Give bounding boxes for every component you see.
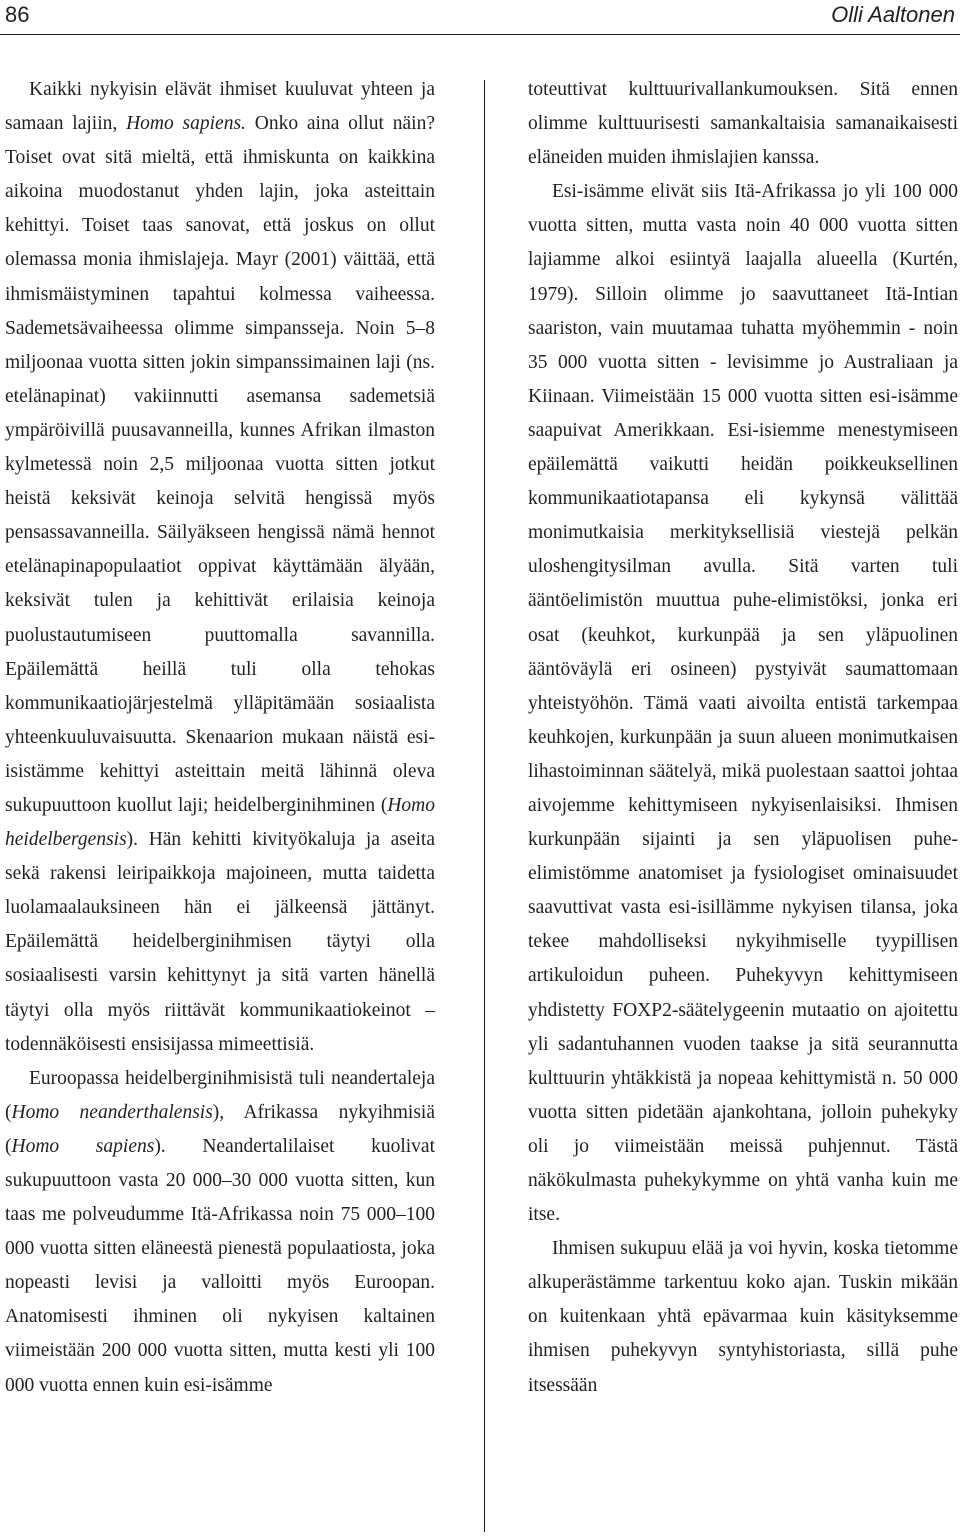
species-name: Homo sapiens.	[126, 113, 246, 135]
paragraph-text: ). Hän kehitti kivityökaluja ja aseita sekä rakensi leiripaikkoja majoineen, mutta taidetta luolamaalauksineen hän ei jälkeensä jättänyt. Epäilemättä heidelberginihmisen täytyi olla sosiaalisesti varsin kehittynyt ja sitä varten hänellä täytyi olla myös riittävät kommunikaatiokeinot – todennäköisesti ensisijassa mimeettisiä.	[5, 829, 435, 1055]
species-name: Homo sapiens	[11, 1135, 155, 1157]
paragraph	[5, 1062, 435, 1403]
paragraph-text: Euroopassa heidelberginihmisistä tuli neandertaleja (	[5, 1067, 435, 1123]
paragraph-text: Kaikki nykyisin elävät ihmiset kuuluvat yhteen ja samaan lajiin,	[5, 79, 435, 135]
page-number: 86	[5, 2, 30, 27]
page-header	[0, 0, 960, 35]
species-name: Homo neanderthalensis	[11, 1101, 213, 1123]
right-column	[528, 73, 958, 1403]
paragraph-text: ). Neandertalilaiset kuolivat sukupuuttoon vasta 20 000–30 000 vuotta sitten, kun taas me polveudumme Itä-Afrikassa noin 75 000–100 000 vuotta sitten eläneestä pienestä populaatiosta, joka nopeasti levisi ja valloitti myös Euroopan. Anatomisesti ihminen oli nykyisen kaltainen viimeistään 200 000 vuotta sitten, mutta kesti yli 100 000 vuotta ennen kuin esi-isämme	[5, 1135, 435, 1396]
paragraph	[5, 73, 435, 1062]
running-head-author: Olli Aaltonen	[831, 2, 955, 27]
left-column	[5, 73, 435, 1403]
paragraph: Ihmisen sukupuu elää ja voi hyvin, koska tietomme alkuperästämme tarkentuu koko ajan. Tuskin mikään on kuitenkaan yhtä epävarmaa kuin käsityksemme ihmisen puhekyvyn syntyhistoriasta, sillä puhe itsessään	[528, 1238, 958, 1396]
column-divider	[484, 80, 485, 1532]
paragraph: toteuttivat kulttuurivallankumouksen. Sitä ennen olimme kulttuurisesti samankaltaisia samanaikaisesti eläneiden muiden ihmislajien kanssa.	[528, 79, 958, 169]
paragraph: Esi-isämme elivät siis Itä-Afrikassa jo yli 100 000 vuotta sitten, mutta vasta noin 40 000 vuotta sitten lajiamme alkoi esiintyä laajalla alueella (Kurtén, 1979). Silloin olimme jo saavuttaneet Itä-Intian saariston, vain muutamaa tuhatta myöhemmin - noin 35 000 vuotta sitten - levisimme jo Australiaan ja Kiinaan. Viimeistään 15 000 vuotta sitten esi-isämme saapuivat Amerikkaan. Esi-isiemme menestymiseen epäilemättä vaikutti heidän poikkeuksellinen kommunikaatiotapansa eli kykynsä välittää monimutkaisia merkityksellisiä viestejä pelkän uloshengitysilman avulla. Sitä varten tuli ääntöelimistön muuttua puhe-elimistöksi, jonka eri osat (keuhkot, kurkunpää ja sen yläpuolinen ääntöväylä eri osineen) pystyivät saumattomaan yhteistyöhön. Tämä vaati aivoilta entistä tarkempaa keuhkojen, kurkunpään ja suun alueen monimutkaisen lihastoiminnan säätelyä, mikä puolestaan saattoi johtaa aivojemme kehittymiseen nykyisenlaisiksi. Ihmisen kurkunpään sijainti ja sen yläpuolisen puhe-elimistömme anatomiset ja fysiologiset ominaisuudet saavuttivat vasta esi-isillämme nykyisen tilansa, joka tekee mahdolliseksi nykyihmiselle tyypillisen artikuloidun puheen. Puhekyvyn kehittymiseen yhdistetty FOXP2-säätelygeenin mutaatio on ajoitettu yli sadantuhannen vuoden taakse ja sitä seurannutta kulttuurin yhtäkkistä ja nopeaa kehittymistä n. 50 000 vuotta sitten pidetään ajankohtana, jolloin puhekyky oli jo viimeistään meissä puhjennut. Tästä näkökulmasta puhekykymme on yhtä vanha kuin me itse.	[528, 181, 958, 1226]
paragraph-text: ), Afrikassa nykyihmisiä (	[5, 1101, 435, 1157]
species-name: Homo heidelbergensis	[5, 794, 435, 851]
paragraph-text: Onko aina ollut näin? Toiset ovat sitä mieltä, että ihmiskunta on kaikkina aikoina muodostanut yhden lajin, joka asteittain kehittyi. Toiset taas sanovat, että joskus on ollut olemassa monia ihmislajeja. Mayr (2001) väittää, että ihmismäistyminen tapahtui kolmessa vaiheessa. Sademetsävaiheessa olimme simpansseja. Noin 5–8 miljoonaa vuotta sitten jokin simpanssimainen laji (ns. etelänapinat) vakiinnutti asemansa sademetsiä ympäröivillä puusavanneilla, kunnes Afrikan ilmaston kylmetessä noin 2,5 miljoonaa vuotta sitten jotkut heistä keksivät keinoja selvitä hengissä myös pensassavanneilla. Säilyäkseen hengissä nämä hennot etelänapinapopulaatiot oppivat käyttämään älyään, keksivät tulen ja kehittivät erilaisia keinoja puolustautumiseen puuttomalla savannilla. Epäilemättä heillä tuli olla tehokas kommunikaatiojärjestelmä ylläpitämään sosiaalista yhteenkuuluvaisuutta. Skenaarion mukaan näistä esi-isistämme kehittyi asteittain meitä lähinnä oleva sukupuuttoon kuollut laji; heidelberginihminen (	[5, 113, 435, 816]
